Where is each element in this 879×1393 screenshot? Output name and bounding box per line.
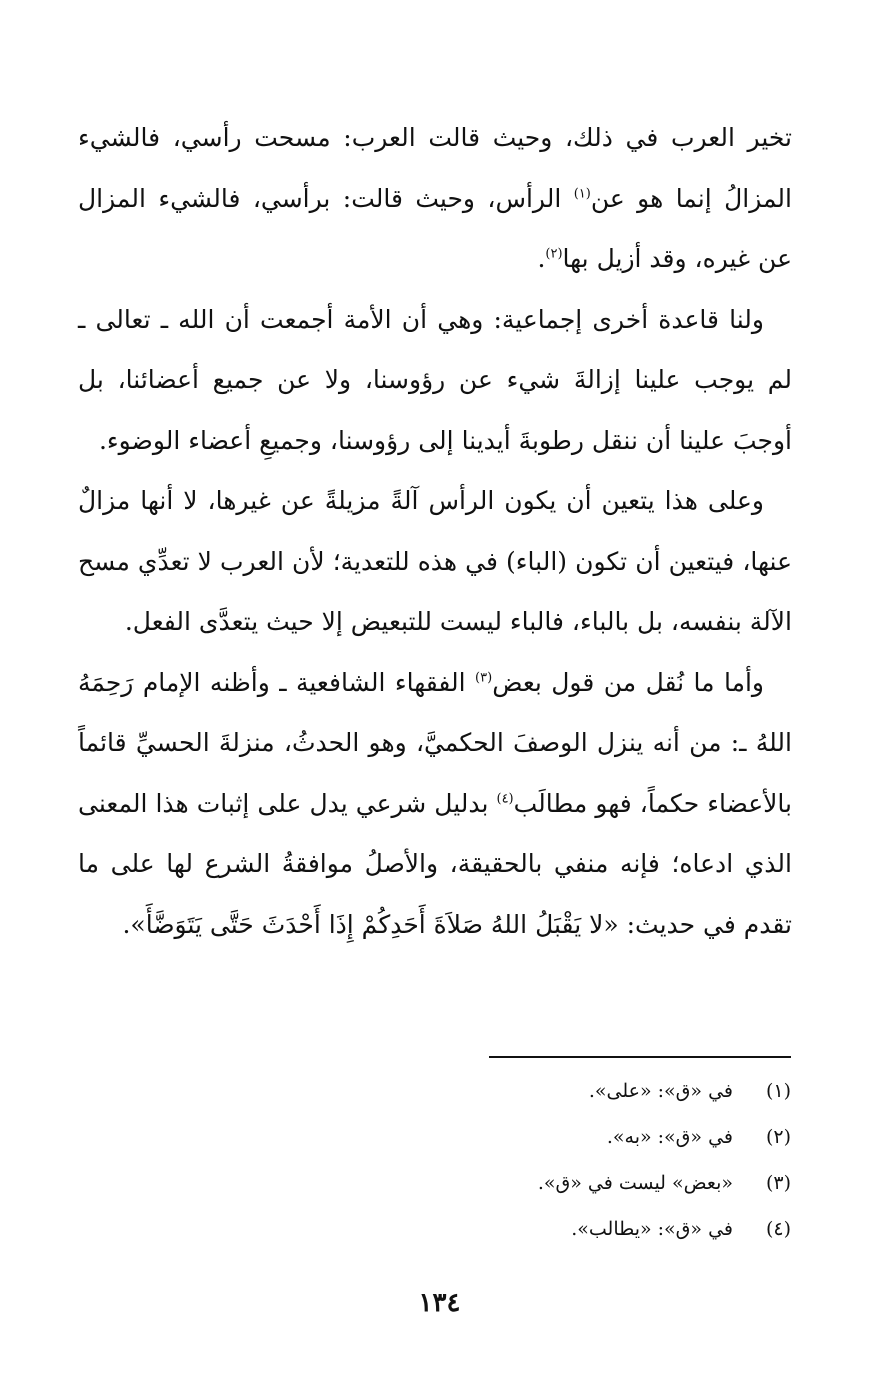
paragraph [78, 108, 792, 290]
footnote-number: (١) [765, 1080, 791, 1102]
paragraph-text: تخير العرب في ذلك، وحيث قالت العرب: مسحت رأسي، فالشيء المزالُ إنما هو عن [78, 123, 792, 213]
paragraph [78, 653, 792, 956]
footnote-marker: (١) [573, 186, 591, 202]
footnote-marker: (٢) [545, 246, 563, 262]
footnote-number: (٣) [765, 1172, 791, 1194]
footnote-text: «بعض» ليست في «ق». [537, 1172, 733, 1194]
footnote-number: (٢) [765, 1126, 791, 1148]
footnote [191, 1160, 791, 1206]
paragraph-text: وأما ما نُقل من قول بعض [492, 667, 765, 697]
footnote [191, 1114, 791, 1160]
paragraph-text: الفقهاء الشافعية ـ وأظنه الإمام رَحِمَهُ اللهُ ـ: من أنه ينزل الوصفَ الحكميَّ، وهو الحدثُ، منزلةَ الحسيِّ قائماً بالأعضاء حكماً، فهو مطالَب [78, 667, 792, 818]
paragraph-text: ولنا قاعدة أخرى إجماعية: وهي أن الأمة أجمعت أن الله ـ تعالى ـ لم يوجب علينا إزالةَ شيء عن رؤوسنا، ولا عن جميع أعضائنا، بل أوجبَ علينا أن ننقل رطوبةَ أيدينا إلى رؤوسنا، وجميعِ أعضاء الوضوء. [78, 304, 792, 455]
footnote-text: في «ق»: «به». [606, 1126, 733, 1148]
paragraph [78, 471, 792, 653]
footnote-number: (٤) [765, 1218, 791, 1240]
footnote-divider [489, 1056, 791, 1058]
footnote [191, 1068, 791, 1114]
footnotes [191, 1068, 791, 1252]
paragraph-text: . [537, 244, 546, 273]
paragraph [78, 290, 792, 472]
paragraph-text: بدليل شرعي يدل على إثبات هذا المعنى الذي ادعاه؛ فإنه منفي بالحقيقة، والأصلُ موافقةُ الشرع لها على ما تقدم في حديث: «لا يَقْبَلُ اللهُ صَلاَةَ أَحَدِكُمْ إِذَا أَحْدَثَ حَتَّى يَتَوَضَّأَ». [78, 788, 792, 939]
page-number: ١٣٤ [418, 1288, 461, 1318]
footnote-marker: (٣) [475, 670, 493, 686]
footnote [191, 1206, 791, 1252]
footnote-marker: (٤) [496, 791, 514, 807]
paragraph-text: وعلى هذا يتعين أن يكون الرأس آلةً مزيلةً عن غيرها، لا أنها مزالٌ عنها، فيتعين أن تكون (الباء) في هذه للتعدية؛ لأن العرب لا تعدِّي مسح الآلة بنفسه، بل بالباء، فالباء ليست للتبعيض إلا حيث يتعدَّى الفعل. [78, 486, 792, 636]
main-text [78, 108, 792, 955]
footnote-text: في «ق»: «يطالب». [571, 1218, 733, 1240]
paragraph-text: الرأس، وحيث قالت: برأسي، فالشيء المزال عن غيره، وقد أزيل بها [78, 183, 792, 273]
footnote-text: في «ق»: «على». [588, 1080, 733, 1102]
